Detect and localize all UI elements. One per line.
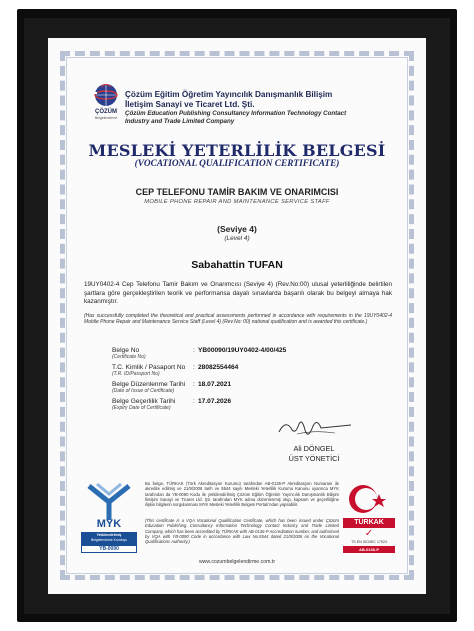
footer-text-tr: Bu belge, TÜRKAK (Türk Akreditasyon Kurumu) tarafından AB-0136-P Akreditasyon Numarası ile akredite edilmiş ve 21/9/2006 tarih ve 5544 sayılı Mesleki Yeterlilik Kurumu Kanunu uyarınca MYK tarafından da YB-0090 Kodu ile yetkilendirilmiş Çözüm Eğitim Öğretim Yayıncılık Danışmanlık Bilişim İletişim Sanayi ve Ticaret Ltd. Şti. tarafından MYK adına düzenlenmiş olup, kapsam ve geçerliliğine ilişkin bilgilerin sorgulanması MYK Mesleki Yeterlilik Belgesi Portalı'ndan yapılabilir.	[145, 481, 339, 508]
turkak-standard: TS EN ISO/IEC 17024	[351, 540, 387, 544]
field-value: 18.07.2021	[198, 381, 232, 388]
field-colon: :	[193, 364, 195, 371]
logo-text: ÇÖZÜM	[95, 109, 117, 115]
field-label-en: (T.R. ID/Passport No)	[112, 371, 160, 377]
standard-name: CEP TELEFONU TAMİR BAKIM VE ONARIMCISI	[135, 187, 339, 197]
field-colon: :	[193, 347, 195, 354]
field-value: 28082554464	[198, 364, 239, 371]
field-value: 17.07.2026	[198, 398, 232, 405]
field-label: Belge Düzenlenme Tarihi	[112, 381, 186, 388]
turkak-flag-icon	[343, 482, 395, 516]
myk-logo	[79, 480, 139, 556]
standard-level-en: (Level 4)	[224, 235, 250, 242]
signatory-name: Ali DÖNGEL	[293, 444, 335, 453]
page-subtitle: (VOCATIONAL QUALIFICATION CERTIFICATE)	[134, 159, 340, 169]
field-label-en: (Expiry Date of Certificate)	[112, 405, 171, 411]
statement-en: (Has successfully completed the theoretical and practical assessments performed in accordance with requirements in the 19UY0402-4 Mobile Phone Repair and Maintenance Service Staff (Level 4) (Rev.No: 00) national qualification and is awarded this certificate.)	[84, 313, 392, 326]
myk-code: YB-0090	[81, 545, 137, 553]
myk-bar-line-2: Belgelendirme Kuruluşu	[91, 538, 127, 542]
page-title: MESLEKİ YETERLİLİK BELGESİ	[88, 141, 386, 160]
field-label: T.C. Kimlik / Pasaport No	[112, 364, 186, 371]
turkak-text: TÜRKAK	[343, 518, 395, 528]
field-value: YB00090/19UY0402-4/00/425	[198, 347, 287, 354]
field-label: Belge No	[112, 347, 140, 354]
org-name-tr-1: Çözüm Eğitim Öğretim Yayıncılık Danışmanlık Bilişim	[125, 90, 333, 99]
holder-name: Sabahattin TUFAN	[191, 259, 283, 271]
myk-emblem-icon	[79, 480, 139, 522]
field-certificate-no	[112, 347, 372, 363]
field-colon: :	[193, 398, 195, 405]
standard-name-en: MOBILE PHONE REPAIR AND MAINTENANCE SERVICE STAFF	[144, 199, 330, 205]
field-label-en: (Certificate No)	[112, 354, 146, 360]
signature-icon	[275, 414, 355, 444]
field-label: Belge Geçerlilik Tarihi	[112, 398, 176, 405]
field-id-no	[112, 364, 372, 380]
field-colon: :	[193, 381, 195, 388]
statement-tr: 19UY0402-4 Cep Telefonu Tamir Bakım ve Onarımcısı (Seviye 4) (Rev.No:00) ulusal yeterliliğinde belirtilen şartlara göre gerçekleştirilen teorik ve performansa dayalı sınavlarda başarılı olarak bu belgeyi almaya hak kazanmıştır.	[84, 281, 392, 305]
org-name-en-2: Industry and Trade Limited Company	[125, 118, 235, 125]
logo-subtext: Belgelendirme	[94, 116, 118, 120]
standard-level: (Seviye 4)	[217, 224, 257, 234]
website-link[interactable]: www.cozumbelgelendirme.com.tr	[198, 559, 276, 565]
field-issue-date	[112, 381, 372, 397]
myk-text: MYK	[96, 518, 122, 530]
field-label-en: (Date of Issue of Certificate)	[112, 388, 175, 394]
turkak-check-icon: ✓	[364, 528, 374, 539]
org-name-en-1: Çözüm Education Publishing Consultancy Information Technology Contact	[125, 110, 347, 117]
turkak-code: AB-0136-P	[343, 546, 395, 553]
field-expiry-date	[112, 398, 372, 414]
myk-bar	[81, 532, 137, 545]
myk-bar-line-1: Yetkilendirilmiş	[96, 533, 122, 537]
footer-text-en: (This certificate is a VQA Vocational Qualification Certificate, which has been issued under Çözüm Education Publishing Consultancy Information Technology Contact Industry and Trade Limited Company, which has been accredited by TÜRKAK with AB-0136-P Accreditation number, and authorised by VQA with YB-0090 Code in accordance with Law No.5544 dated 21/9/2006 on the Vocational Qualifications Authority.)	[145, 518, 339, 545]
org-name-tr-2: İletişim Sanayi ve Ticaret Ltd. Şti.	[125, 100, 255, 109]
signatory-title: ÜST YÖNETİCİ	[288, 454, 340, 463]
turkak-logo	[343, 482, 395, 556]
